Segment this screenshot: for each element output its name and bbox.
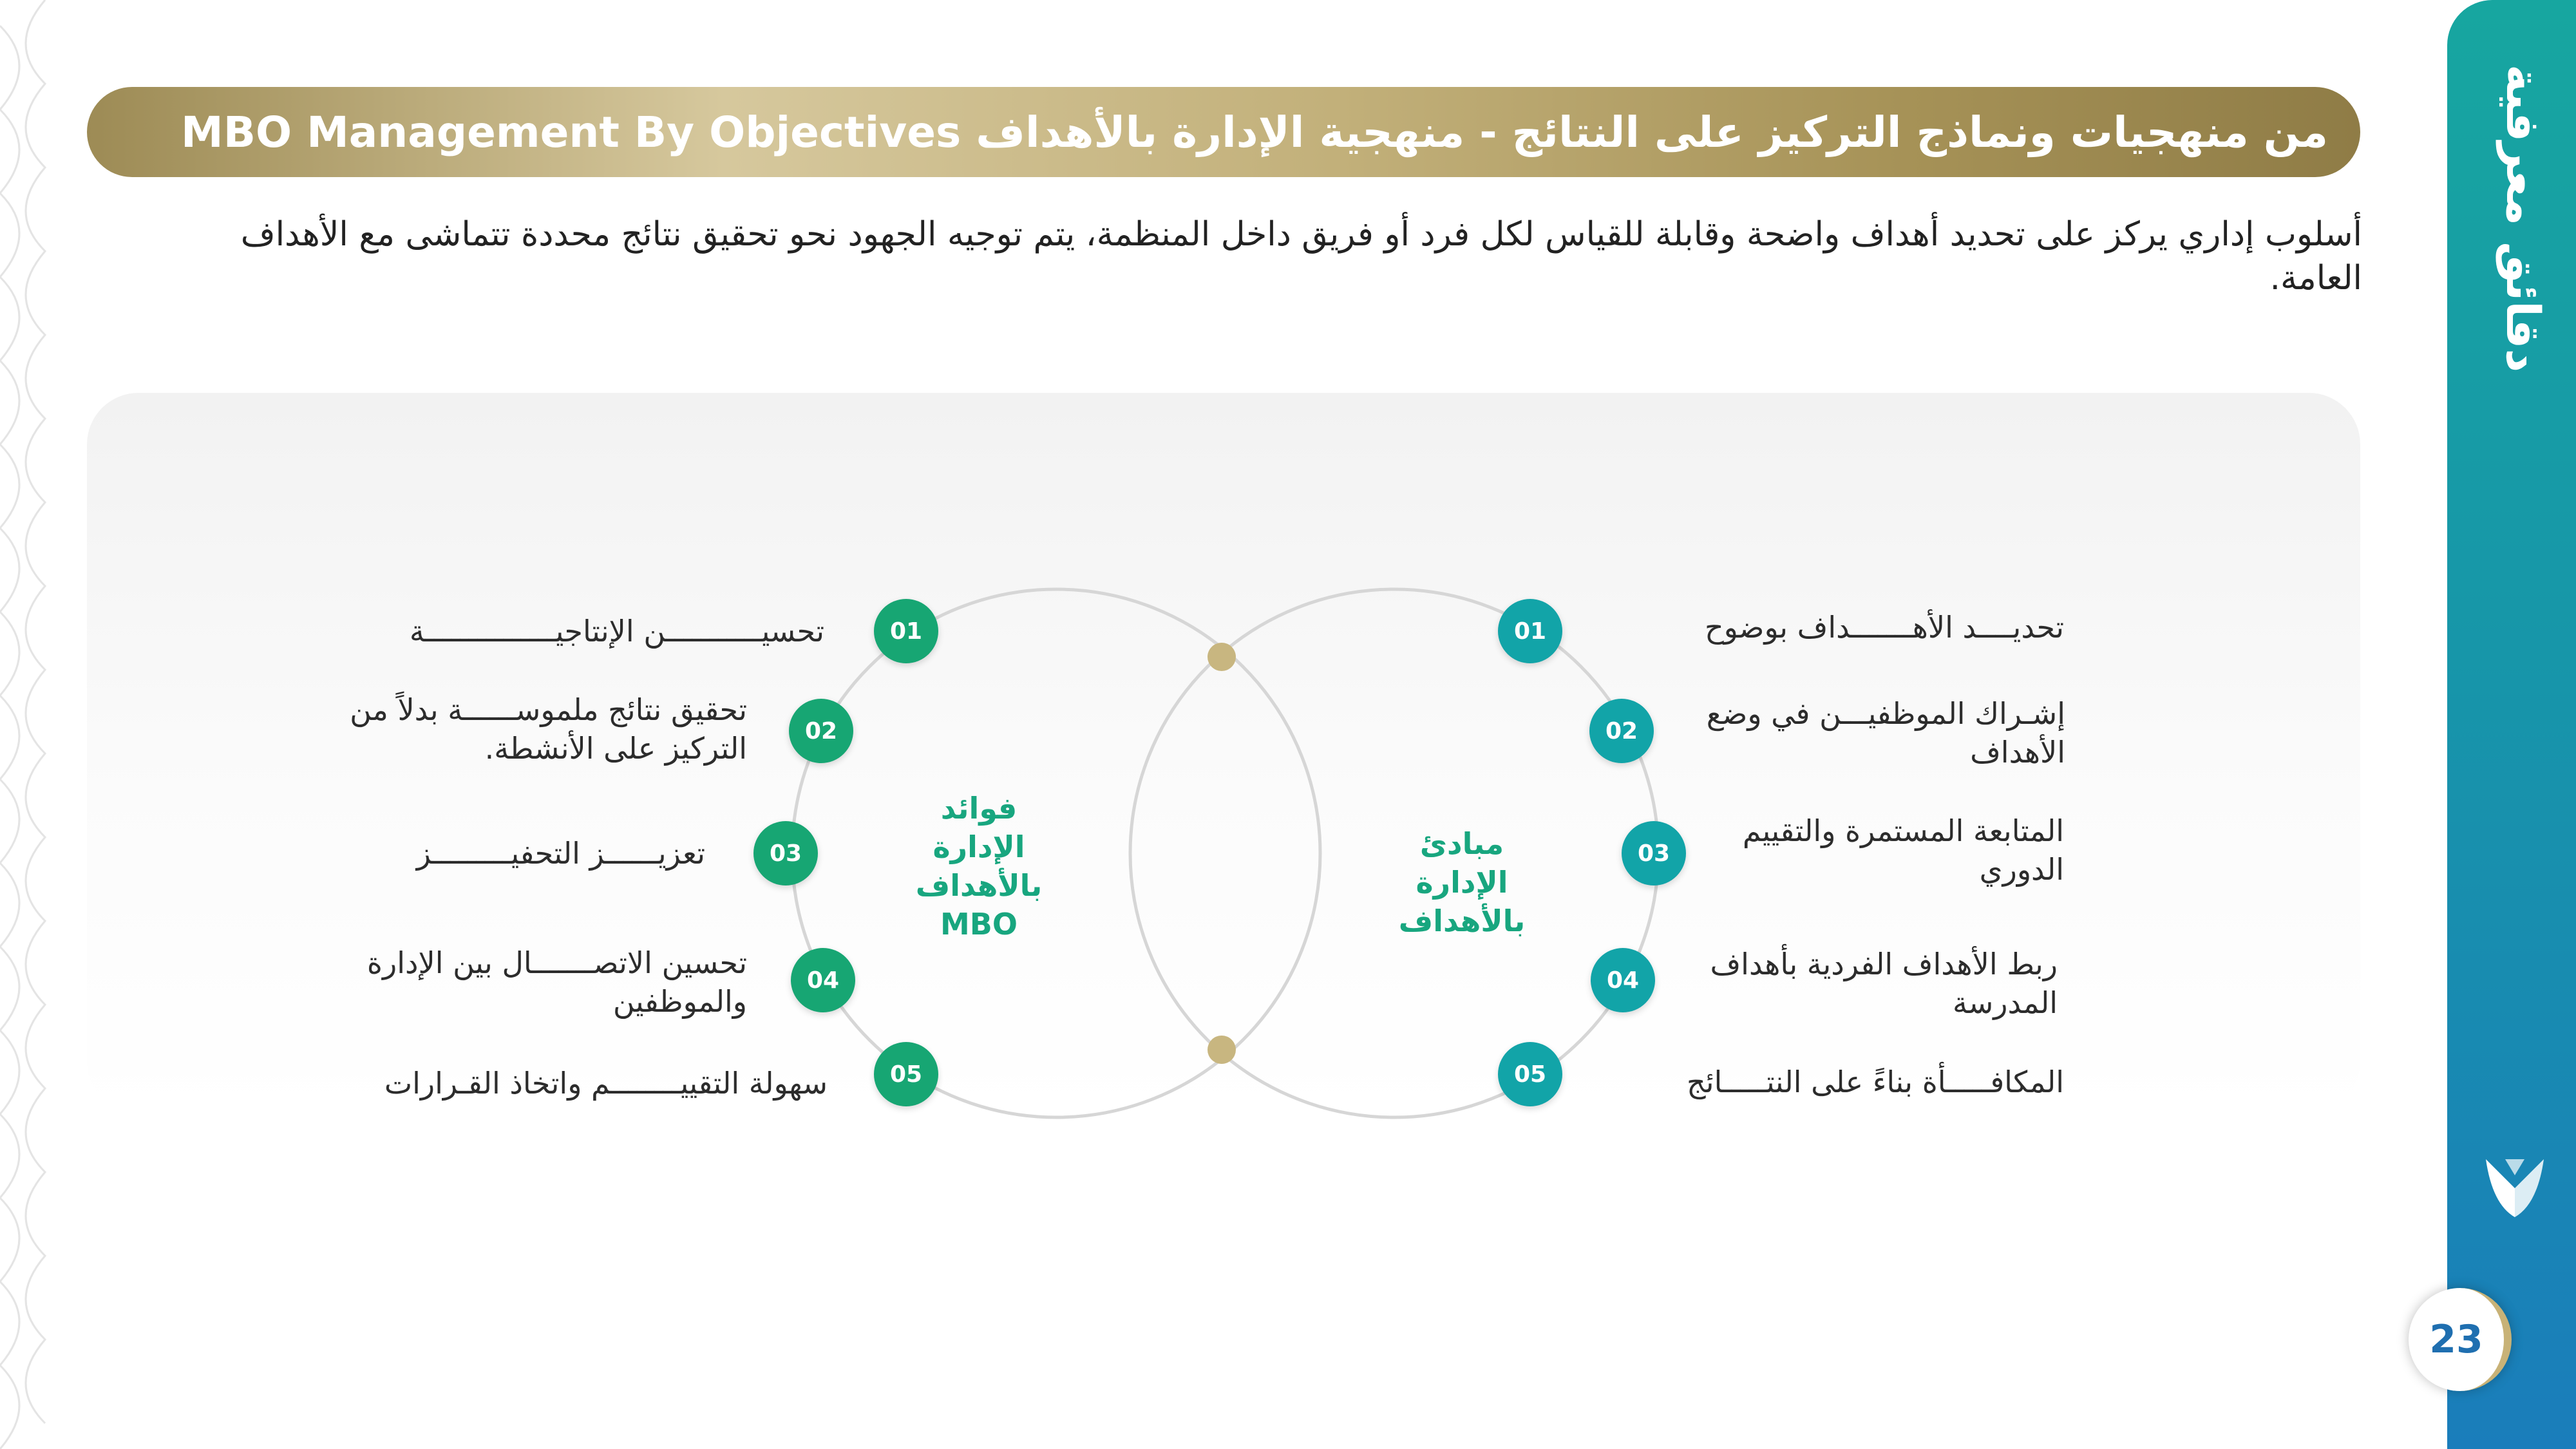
intro-paragraph: أسلوب إداري يركز على تحديد أهداف واضحة وقابلة للقياس لكل فرد أو فريق داخل المنظمة، يتم توجيه الجهود نحو تحقيق نتائج محددة تتماشى مع الأهداف العامة.	[240, 215, 2362, 298]
principle-text-04: ربط الأهداف الفردية بأهداف المدرسة	[1710, 947, 2058, 1020]
principle-badge-04: 04	[1591, 948, 1655, 1012]
principle-text-05: المكافـــــأة بناءً على النتـــــائج	[1687, 1065, 2064, 1099]
left-title-line: بالأهداف	[915, 868, 1043, 903]
left-title-line: فوائد	[940, 791, 1018, 826]
benefit-text-01: تحسيـــــــــــن الإنتاجيـــــــــــــــة	[409, 614, 824, 649]
benefit-text-04: تحسين الاتصـــــــال بين الإدارة والموظفين	[366, 945, 747, 1019]
benefit-badge-02: 02	[789, 699, 853, 763]
right-title-line: بالأهداف	[1398, 904, 1526, 938]
left-title-line: الإدارة	[933, 829, 1025, 864]
left-title-line: MBO	[940, 907, 1018, 942]
benefit-badge-04: 04	[791, 948, 855, 1012]
benefit-text-02: تحقيق نتائج ملموســــــة بدلاً من التركيز على الأنشطة.	[350, 692, 747, 766]
connector-dot-icon	[1208, 1036, 1236, 1064]
principle-text-02: إشـراك الموظفيـــن في وضع الأهداف	[1706, 696, 2065, 770]
principle-badge-02: 02	[1589, 699, 1654, 763]
principle-text-01: تحديــــد الأهـــــــداف بوضوح	[1704, 610, 2064, 645]
sidebar-title: دقائق معرفية	[2496, 64, 2550, 373]
benefit-badge-01: 01	[874, 599, 938, 663]
page-title: من منهجيات ونماذج التركيز على النتائج - منهجية الإدارة بالأهداف MBO Management By Objectives	[181, 107, 2328, 157]
benefit-text-05: سهولة التقييــــــــم واتخاذ القـرارات	[384, 1066, 828, 1101]
page-number-badge: 23	[2409, 1288, 2512, 1391]
benefit-text-03: تعزيــــــز التحفيـــــــــز	[416, 836, 705, 871]
connector-dot-icon	[1208, 643, 1236, 671]
right-circle-title	[1385, 824, 1539, 940]
principle-text-03: المتابعة المستمرة والتقييم الدوري	[1742, 813, 2064, 887]
right-title-line: الإدارة	[1416, 865, 1508, 900]
right-title-line: مبادئ	[1419, 826, 1504, 861]
benefit-badge-03: 03	[753, 821, 818, 886]
left-circle-title	[895, 789, 1063, 943]
principle-badge-05: 05	[1498, 1042, 1562, 1106]
principle-badge-03: 03	[1622, 821, 1686, 886]
benefit-badge-05: 05	[874, 1042, 938, 1106]
principle-badge-01: 01	[1498, 599, 1562, 663]
